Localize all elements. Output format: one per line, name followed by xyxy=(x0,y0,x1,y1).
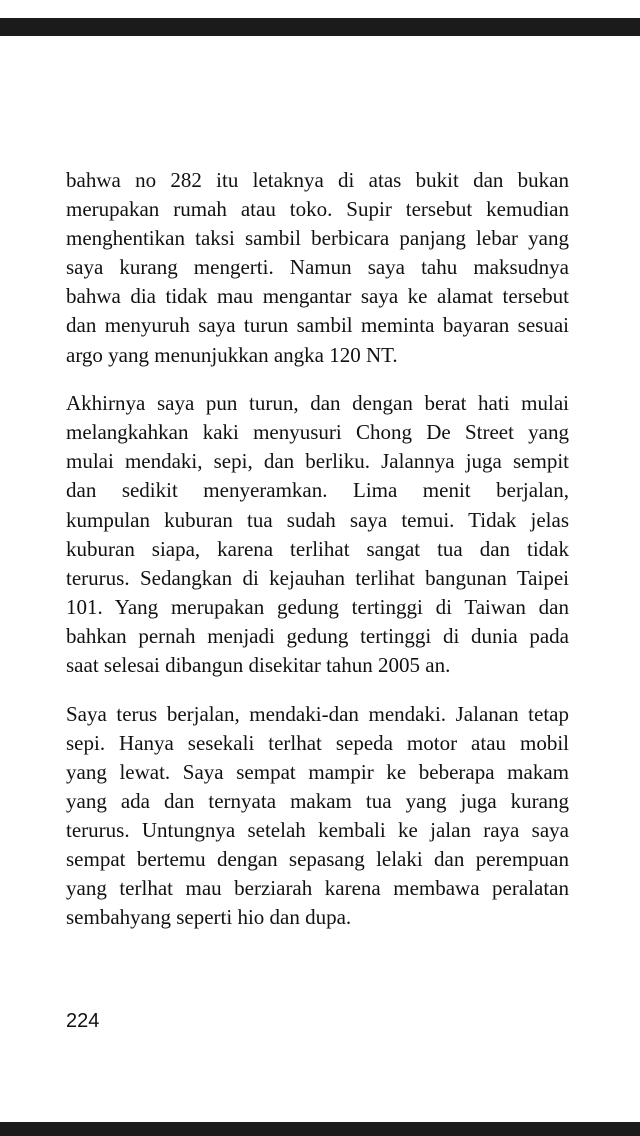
page-number: 224 xyxy=(66,1010,100,1032)
text-line: yang terlhat mau berziarah karena membawa peralatan xyxy=(66,876,569,901)
text-line: Saya terus berjalan, mendaki-dan mendaki. Jalanan tetap xyxy=(66,701,569,726)
paragraph-2 xyxy=(66,389,569,680)
text-line: kumpulan kuburan tua sudah saya temui. Tidak jelas xyxy=(66,507,569,532)
page-body xyxy=(66,166,569,952)
text-line: Akhirnya saya pun turun, dan dengan berat hati mulai xyxy=(66,391,569,416)
text-line: sempat bertemu dengan sepasang lelaki dan perempuan xyxy=(66,847,569,872)
text-line: saya kurang mengerti. Namun saya tahu maksudnya xyxy=(66,255,569,280)
text-line: bahkan pernah menjadi gedung tertinggi di dunia pada xyxy=(66,623,569,648)
text-line: sembahyang seperti hio dan dupa. xyxy=(66,905,352,930)
text-line: menghentikan taksi sambil berbicara panjang lebar yang xyxy=(66,226,569,251)
text-line: bahwa no 282 itu letaknya di atas bukit dan bukan xyxy=(66,168,569,192)
top-bar xyxy=(0,18,640,36)
text-line: melangkahkan kaki menyusuri Chong De Street yang xyxy=(66,420,569,445)
text-line: mulai mendaki, sepi, dan berliku. Jalannya juga sempit xyxy=(66,449,569,474)
text-line: yang lewat. Saya sempat mampir ke beberapa makam xyxy=(66,759,569,784)
paragraph-1 xyxy=(66,166,569,370)
text-line: yang ada dan ternyata makam tua yang juga kurang xyxy=(66,788,569,813)
text-line: sepi. Hanya sesekali terlhat sepeda motor atau mobil xyxy=(66,730,569,755)
text-line: terurus. Sedangkan di kejauhan terlihat bangunan Taipei xyxy=(66,565,569,590)
text-line: bahwa dia tidak mau mengantar saya ke alamat tersebut xyxy=(66,284,569,309)
paragraph-3 xyxy=(66,700,569,933)
bottom-bar xyxy=(0,1122,640,1136)
text-line: 101. Yang merupakan gedung tertinggi di Taiwan dan xyxy=(66,594,569,619)
text-line: terurus. Untungnya setelah kembali ke jalan raya saya xyxy=(66,817,569,842)
text-line: dan sedikit menyeramkan. Lima menit berjalan, xyxy=(66,478,569,503)
text-line: kuburan siapa, karena terlihat sangat tua dan tidak xyxy=(66,536,569,561)
text-line: argo yang menunjukkan angka 120 NT. xyxy=(66,342,398,367)
text-line: saat selesai dibangun disekitar tahun 2005 an. xyxy=(66,653,451,677)
text-line: merupakan rumah atau toko. Supir tersebut kemudian xyxy=(66,197,569,222)
text-line: dan menyuruh saya turun sambil meminta bayaran sesuai xyxy=(66,313,569,338)
